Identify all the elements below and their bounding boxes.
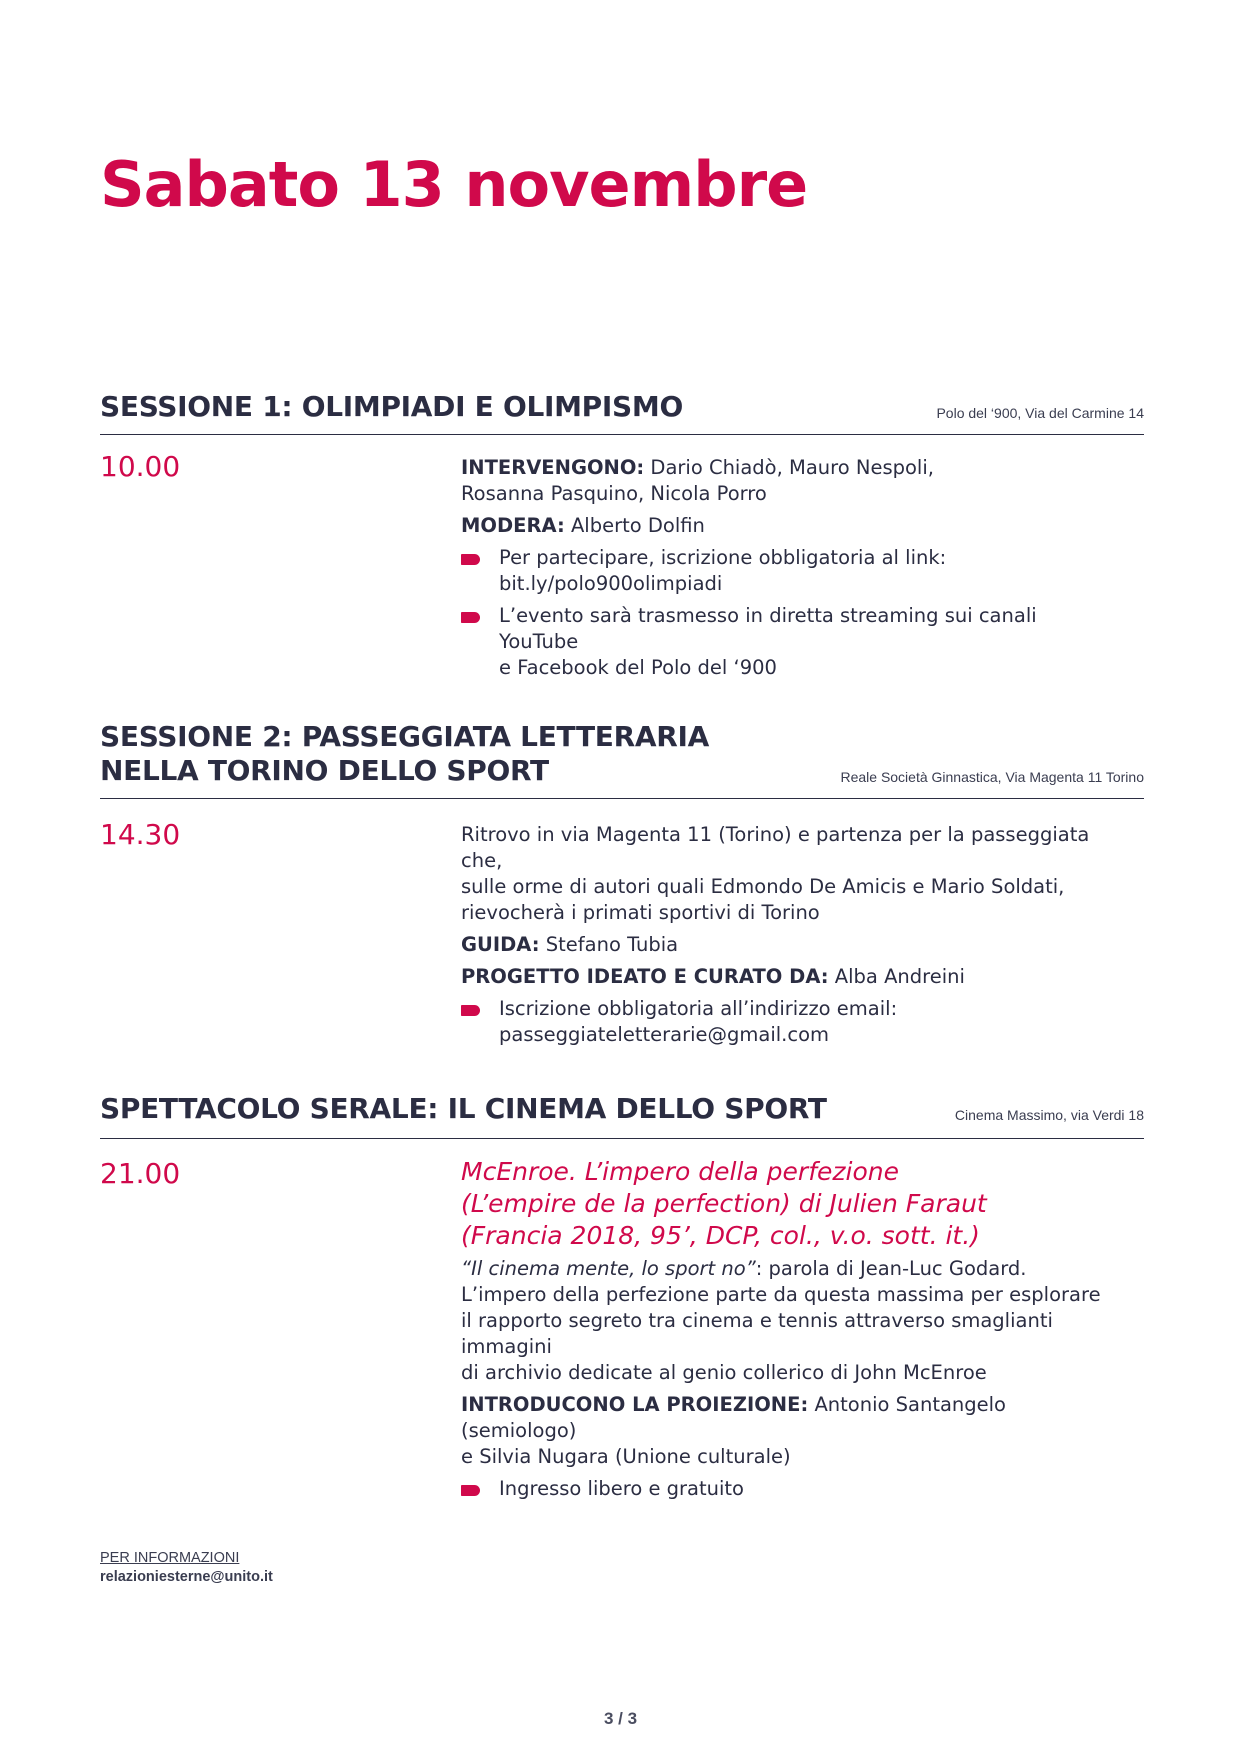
guide-label: GUIDA: xyxy=(461,933,540,956)
session-3-location: Cinema Massimo, via Verdi 18 xyxy=(954,1107,1144,1123)
introducers-line xyxy=(461,1392,1121,1470)
page-title: Sabato 13 novembre xyxy=(100,148,808,221)
quote-attribution: : parola di Jean-Luc Godard. xyxy=(755,1257,1027,1280)
session-2-title-line-1: SESSIONE 2: PASSEGGIATA LETTERARIA xyxy=(100,720,709,753)
registration-email-link[interactable]: passeggiateletterarie@gmail.com xyxy=(499,1023,830,1046)
bullet-marker-icon xyxy=(461,554,480,565)
page-number: 3 / 3 xyxy=(603,1709,638,1728)
film-title-line: (L’empire de la perfection) di Julien Faraut xyxy=(461,1189,987,1218)
session-2-title-line-2: NELLA TORINO DELLO SPORT xyxy=(100,754,549,787)
bullet-streaming xyxy=(461,603,1121,681)
session-2-time: 14.30 xyxy=(100,818,181,851)
bullet-text: L’evento sarà trasmesso in diretta streaming sui canali YouTube xyxy=(499,604,1037,653)
curator-label: PROGETTO IDEATO E CURATO DA: xyxy=(461,965,829,988)
session-1-title-line-1: SESSIONE 1: OLIMPIADI E OLIMPISMO xyxy=(100,390,683,423)
godard-quote: “Il cinema mente, lo sport no” xyxy=(461,1257,756,1280)
guide-line xyxy=(461,932,1121,958)
registration-link[interactable]: bit.ly/polo900olimpiadi xyxy=(499,572,723,595)
session-1-title xyxy=(100,390,683,424)
speakers-line xyxy=(461,455,1121,507)
session-2-body xyxy=(461,822,1121,1054)
intro-line: sulle orme di autori quali Edmondo De Amicis e Mario Soldati, xyxy=(461,875,1065,898)
info-label: PER INFORMAZIONI xyxy=(100,1550,240,1566)
session-3-time: 21.00 xyxy=(100,1157,181,1190)
session-1-time: 10.00 xyxy=(100,450,181,483)
bullet-free-entry xyxy=(461,1476,1121,1502)
film-description xyxy=(461,1256,1121,1386)
session-3-divider xyxy=(100,1138,1144,1139)
introducers-label: INTRODUCONO LA PROIEZIONE: xyxy=(461,1393,809,1416)
bullet-email-registration xyxy=(461,996,1121,1048)
bullet-text: Per partecipare, iscrizione obbligatoria al link: xyxy=(499,546,947,569)
introducers-names-continued: e Silvia Nugara (Unione culturale) xyxy=(461,1445,791,1468)
session-3-title-line-1: SPETTACOLO SERALE: IL CINEMA DELLO SPORT xyxy=(100,1092,827,1125)
session-2-location: Reale Società Ginnastica, Via Magenta 11 Torino xyxy=(840,769,1144,785)
description-line: di archivio dedicate al genio collerico di John McEnroe xyxy=(461,1361,987,1384)
bullet-text: Ingresso libero e gratuito xyxy=(499,1477,744,1500)
film-title xyxy=(461,1156,1121,1252)
session-1-body xyxy=(461,455,1121,687)
bullet-marker-icon xyxy=(461,612,480,623)
intro-line: Ritrovo in via Magenta 11 (Torino) e partenza per la passeggiata che, xyxy=(461,823,1090,872)
bullet-text: Iscrizione obbligatoria all’indirizzo email: xyxy=(499,997,898,1020)
footer-info xyxy=(100,1549,273,1587)
bullet-text-continued: e Facebook del Polo del ‘900 xyxy=(499,656,777,679)
info-email-link[interactable]: relazioniesterne@unito.it xyxy=(100,1569,273,1585)
session-1-divider xyxy=(100,434,1144,435)
film-title-line: McEnroe. L’impero della perfezione xyxy=(461,1157,899,1186)
session-1-location: Polo del ‘900, Via del Carmine 14 xyxy=(936,405,1144,421)
session-3-body xyxy=(461,1156,1121,1508)
intro-line: rievocherà i primati sportivi di Torino xyxy=(461,901,820,924)
session-2-title xyxy=(100,720,709,788)
introducers-names: Antonio Santangelo (semiologo) xyxy=(461,1393,1006,1442)
moderator-line xyxy=(461,513,1121,539)
guide-name: Stefano Tubia xyxy=(539,933,679,956)
session-3-title xyxy=(100,1092,827,1126)
curator-name: Alba Andreini xyxy=(828,965,965,988)
description-line: il rapporto segreto tra cinema e tennis attraverso smaglianti immagini xyxy=(461,1309,1053,1358)
session-2-divider xyxy=(100,798,1144,799)
speakers-names: Dario Chiadò, Mauro Nespoli, xyxy=(644,456,934,479)
moderator-label: MODERA: xyxy=(461,514,565,537)
speakers-names-continued: Rosanna Pasquino, Nicola Porro xyxy=(461,482,767,505)
film-title-line: (Francia 2018, 95’, DCP, col., v.o. sott. it.) xyxy=(461,1221,980,1250)
bullet-registration xyxy=(461,545,1121,597)
bullet-marker-icon xyxy=(461,1005,480,1016)
speakers-label: INTERVENGONO: xyxy=(461,456,645,479)
walk-intro xyxy=(461,822,1121,926)
description-line: L’impero della perfezione parte da questa massima per esplorare xyxy=(461,1283,1101,1306)
moderator-name: Alberto Dolfin xyxy=(564,514,705,537)
curator-line xyxy=(461,964,1121,990)
bullet-marker-icon xyxy=(461,1485,480,1496)
